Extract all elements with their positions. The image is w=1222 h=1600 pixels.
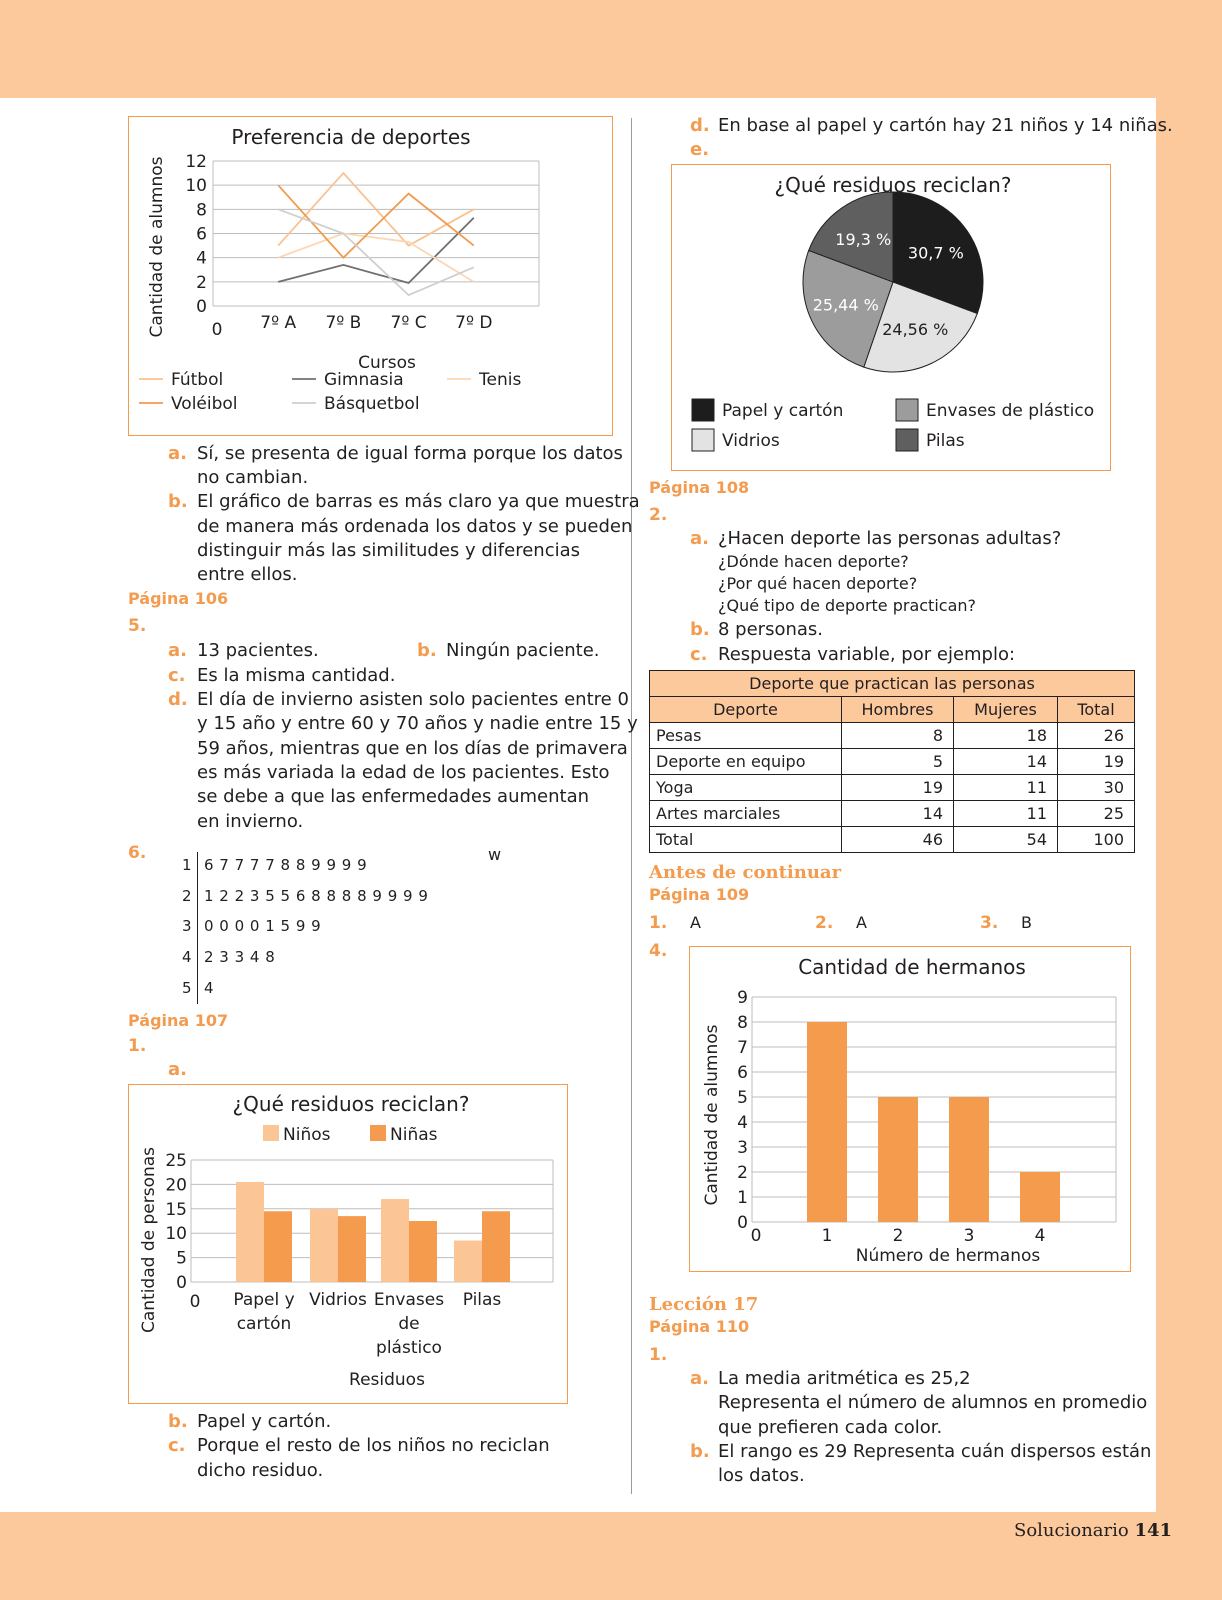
residuos-y-tick: 0 [176, 1273, 187, 1293]
answer-a-line2: no cambian. [197, 467, 309, 488]
q1c-letter: c. [168, 1435, 186, 1456]
line-chart-y-tick: 0 [196, 297, 207, 317]
bar-chart-hermanos-box [689, 946, 1131, 1272]
table-cell: 30 [1058, 775, 1135, 801]
hermanos-y-tick: 8 [737, 1013, 748, 1033]
table-row [650, 723, 1135, 749]
table-cell: 25 [1058, 801, 1135, 827]
q5a-text: 13 pacientes. [197, 640, 319, 661]
residuos-bar-niñas [409, 1221, 437, 1282]
q1c-line1: Porque el resto de los niños no reciclan [197, 1435, 550, 1456]
residuos-x-tick: de [398, 1314, 420, 1334]
l17a-line2: Representa el número de alumnos en promedio [718, 1392, 1148, 1413]
line-chart-x-tick: 7º C [390, 313, 427, 333]
q5d-line5: se debe a que las enfermedades aumentan [197, 786, 590, 807]
table-row [650, 801, 1135, 827]
l17a-line3: que prefieren cada color. [718, 1417, 943, 1438]
hermanos-y-tick: 0 [737, 1213, 748, 1233]
residuos-x-tick: Vidrios [309, 1290, 367, 1310]
line-series-gimnasia [278, 218, 474, 283]
bar-chart-residuos [129, 1085, 566, 1402]
pie-slice-label: 24,56 % [882, 320, 949, 340]
stem-leaf-divider [197, 852, 198, 1004]
q1b-text: Papel y cartón. [197, 1411, 332, 1432]
residuos-x-tick: Pilas [462, 1290, 502, 1310]
q5d-line3: 59 años, mientras que en los días de primavera [197, 738, 628, 759]
antes-de-continuar-header: Antes de continuar [649, 862, 842, 883]
residuos-legend-swatch [263, 1125, 279, 1141]
hermanos-bar [878, 1097, 918, 1222]
l17a-line1: La media aritmética es 25,2 [718, 1368, 971, 1389]
hermanos-chart-title: Cantidad de hermanos [798, 955, 1026, 979]
residuos-y-tick: 15 [165, 1199, 187, 1220]
bar-chart-hermanos [690, 947, 1129, 1270]
table-cell: Yoga [650, 775, 842, 801]
ans-2-number: 2. [815, 913, 834, 933]
answer-b-line3: distinguir más las similitudes y diferencias [197, 540, 581, 561]
residuos-legend-label: Niños [283, 1125, 331, 1145]
table-cell: Deporte en equipo [650, 749, 842, 775]
table-cell: 11 [954, 775, 1058, 801]
stem-2: 2 [182, 887, 193, 905]
residuos-y-tick: 5 [176, 1248, 187, 1269]
hermanos-x-tick: 4 [1034, 1226, 1046, 1246]
residuos-chart-xlabel: Residuos [349, 1370, 425, 1390]
line-chart-x-origin: 0 [211, 320, 223, 340]
table-cell: 18 [954, 723, 1058, 749]
pie-slice-label: 19,3 % [835, 230, 892, 250]
table-cell: 54 [954, 827, 1058, 853]
pie-legend-label: Papel y cartón [722, 401, 844, 421]
residuos-legend-label: Niñas [390, 1125, 438, 1145]
residuos-bar-niños [381, 1199, 409, 1282]
q2a-letter: a. [690, 528, 709, 549]
pie-chart [672, 165, 1109, 469]
question-2-number: 2. [649, 505, 668, 525]
q2b-text: 8 personas. [718, 619, 824, 640]
table-cell: 14 [842, 801, 954, 827]
residuos-y-tick: 20 [165, 1175, 187, 1196]
residuos-y-tick: 25 [165, 1151, 187, 1171]
line-chart-y-tick: 4 [196, 248, 207, 269]
bar-chart-residuos-box [128, 1084, 568, 1404]
hermanos-x-tick: 3 [963, 1226, 975, 1246]
residuos-bar-niños [454, 1241, 482, 1282]
sports-table [649, 670, 1135, 853]
l17-question-1-number: 1. [649, 1345, 668, 1365]
residuos-bar-niñas [264, 1211, 292, 1282]
q2a-text: ¿Hacen deporte las personas adultas? [718, 528, 1062, 549]
leaves-3: 0 0 0 0 1 5 9 9 [204, 917, 322, 935]
table-cell: 14 [954, 749, 1058, 775]
hermanos-bar [1020, 1172, 1060, 1222]
hermanos-y-tick: 1 [737, 1188, 748, 1208]
line-chart-x-tick: 7º A [260, 313, 297, 333]
line-chart-y-tick: 6 [196, 224, 207, 245]
residuos-chart-x-origin: 0 [189, 1292, 201, 1312]
line-chart-x-tick: 7º B [325, 313, 362, 333]
answer-a-line1: Sí, se presenta de igual forma porque los datos [197, 443, 623, 464]
table-cell: 19 [842, 775, 954, 801]
page-footer [1014, 1520, 1172, 1541]
q2a-sub2: ¿Por qué hacen deporte? [718, 574, 918, 593]
hermanos-bar [807, 1022, 847, 1222]
hermanos-x-tick: 2 [892, 1226, 904, 1246]
q5d-line6: en invierno. [197, 811, 304, 832]
hermanos-y-tick: 5 [737, 1088, 748, 1108]
table-header-mujeres: Mujeres [954, 697, 1058, 723]
leaves-5: 4 [204, 979, 215, 997]
hermanos-chart-xlabel: Número de hermanos [855, 1246, 1041, 1266]
answer-a-letter: a. [168, 443, 187, 464]
hermanos-bar [949, 1097, 989, 1222]
q5d-line2: y 15 año y entre 60 y 70 años y nadie entre 15 y [197, 713, 638, 734]
legend-label: Voléibol [171, 394, 238, 414]
residuos-bar-niñas [482, 1211, 510, 1282]
answer-b-line4: entre ellos. [197, 564, 298, 585]
residuos-x-tick: Envases [373, 1290, 445, 1310]
q5d-line1: El día de invierno asisten solo pacientes entre 0 [197, 689, 629, 710]
residuos-x-tick: plástico [376, 1338, 442, 1358]
line-chart-y-tick: 10 [185, 176, 207, 197]
legend-label: Gimnasia [324, 370, 404, 390]
pie-legend-swatch [692, 399, 714, 421]
table-cell: 26 [1058, 723, 1135, 749]
ans-2-value: A [856, 913, 867, 932]
legend-label: Tenis [479, 370, 522, 390]
q1c-line2: dicho residuo. [197, 1460, 324, 1481]
pie-legend-swatch [896, 399, 918, 421]
line-chart-xlabel: Cursos [358, 353, 416, 373]
line-chart-title: Preferencia de deportes [231, 125, 471, 149]
pie-legend-label: Envases de plástico [926, 401, 1095, 421]
residuos-chart-title: ¿Qué residuos reciclan? [232, 1092, 470, 1116]
line-chart-ylabel: Cantidad de alumnos [147, 156, 167, 338]
answer-b-line1: El gráfico de barras es más claro ya que muestra [197, 491, 640, 512]
page-110-header: Página 110 [649, 1317, 750, 1336]
table-cell: 8 [842, 723, 954, 749]
residuos-bar-niñas [338, 1216, 366, 1282]
pie-slice-label: 30,7 % [907, 243, 964, 263]
q5b-letter: b. [417, 640, 437, 661]
residuos-x-tick: Papel y [233, 1290, 295, 1310]
line-chart [129, 117, 611, 434]
q1a-letter: a. [168, 1059, 187, 1080]
hermanos-y-tick: 4 [737, 1113, 748, 1133]
stem-1: 1 [182, 856, 193, 874]
table-cell: Total [650, 827, 842, 853]
table-cell: Pesas [650, 723, 842, 749]
l17b-line2: los datos. [718, 1465, 805, 1486]
ans-1-number: 1. [649, 913, 668, 933]
q5c-letter: c. [168, 665, 186, 686]
q5a-letter: a. [168, 640, 187, 661]
table-title: Deporte que practican las personas [650, 671, 1135, 697]
residuos-chart-ylabel: Cantidad de personas [139, 1146, 159, 1334]
answer-b-letter: b. [168, 491, 188, 512]
answer-d-text: En base al papel y cartón hay 21 niños y 14 niñas. [718, 115, 1173, 136]
pie-slice-label: 25,44 % [812, 295, 879, 315]
pie-legend-label: Vidrios [722, 431, 780, 451]
residuos-x-tick: cartón [236, 1314, 292, 1334]
question-6-number: 6. [128, 843, 147, 863]
question-5-number: 5. [128, 616, 147, 636]
stem-3: 3 [182, 917, 193, 935]
legend-label: Fútbol [171, 370, 224, 390]
l17b-letter: b. [690, 1441, 710, 1462]
q5d-line4: es más variada la edad de los pacientes. Esto [197, 762, 610, 783]
line-chart-y-tick: 12 [185, 152, 207, 172]
page-108-header: Página 108 [649, 478, 750, 497]
q5c-text: Es la misma cantidad. [197, 665, 396, 686]
hermanos-chart-ylabel: Cantidad de alumnos [702, 1024, 722, 1206]
q5d-letter: d. [168, 689, 188, 710]
residuos-y-tick: 10 [165, 1224, 187, 1245]
footer-label: Solucionario [1014, 1520, 1129, 1541]
pie-chart-box [671, 164, 1111, 471]
leaves-2: 1 2 2 3 5 5 6 8 8 8 8 9 9 9 9 [204, 887, 429, 905]
table-cell: 46 [842, 827, 954, 853]
answer-b-line2: de manera más ordenada los datos y se pueden [197, 516, 633, 537]
footer-page-number: 141 [1134, 1520, 1173, 1541]
table-header-total: Total [1058, 697, 1135, 723]
q2a-sub1: ¿Dónde hacen deporte? [718, 552, 909, 571]
page-109-header: Página 109 [649, 885, 750, 904]
leccion-17-header: Lección 17 [649, 1294, 759, 1315]
residuos-legend-swatch [370, 1125, 386, 1141]
table-header-hombres: Hombres [842, 697, 954, 723]
line-chart-box [128, 116, 613, 436]
hermanos-chart-x-origin: 0 [750, 1226, 762, 1246]
answer-e-letter: e. [690, 139, 710, 160]
l17b-line1: El rango es 29 Representa cuán dispersos están [718, 1441, 1152, 1462]
table-cell: 19 [1058, 749, 1135, 775]
pie-chart-title: ¿Qué residuos reciclan? [774, 173, 1012, 197]
leaves-1: 6 7 7 7 7 8 8 9 9 9 9 [204, 856, 368, 874]
ans-1-value: A [690, 913, 701, 932]
hermanos-y-tick: 2 [737, 1163, 748, 1183]
ans-3-value: B [1021, 913, 1032, 932]
line-chart-y-tick: 8 [196, 200, 207, 221]
table-cell: 100 [1058, 827, 1135, 853]
w-mark: w [488, 845, 502, 864]
q2a-sub3: ¿Qué tipo de deporte practican? [718, 596, 977, 615]
leaves-4: 2 3 3 4 8 [204, 948, 276, 966]
residuos-bar-niños [236, 1182, 264, 1282]
page-107-header: Página 107 [128, 1011, 229, 1030]
answer-d-letter: d. [690, 115, 710, 136]
q2b-letter: b. [690, 619, 710, 640]
table-header-deporte: Deporte [650, 697, 842, 723]
q2c-text: Respuesta variable, por ejemplo: [718, 644, 1016, 665]
table-cell: Artes marciales [650, 801, 842, 827]
line-chart-x-tick: 7º D [455, 313, 493, 333]
stem-5: 5 [182, 979, 193, 997]
residuos-bar-niños [310, 1209, 338, 1282]
pie-legend-swatch [896, 429, 918, 451]
q2c-letter: c. [690, 644, 708, 665]
question-1-number: 1. [128, 1036, 147, 1056]
hermanos-y-tick: 7 [737, 1038, 748, 1058]
l17a-letter: a. [690, 1368, 709, 1389]
ans-3-number: 3. [980, 913, 999, 933]
table-cell: 11 [954, 801, 1058, 827]
stem-4: 4 [182, 948, 193, 966]
hermanos-x-tick: 1 [821, 1226, 833, 1246]
hermanos-y-tick: 3 [737, 1138, 748, 1158]
legend-label: Básquetbol [324, 394, 420, 414]
table-cell: 5 [842, 749, 954, 775]
hermanos-y-tick: 6 [737, 1063, 748, 1083]
page-106-header: Página 106 [128, 589, 229, 608]
q5b-text: Ningún paciente. [446, 640, 600, 661]
table-row [650, 749, 1135, 775]
ans-4-number: 4. [649, 941, 668, 961]
column-divider [631, 118, 632, 1494]
pie-legend-label: Pilas [926, 431, 965, 451]
hermanos-y-tick: 9 [737, 988, 748, 1008]
pie-legend-swatch [692, 429, 714, 451]
q1b-letter: b. [168, 1411, 188, 1432]
table-row [650, 827, 1135, 853]
table-row [650, 775, 1135, 801]
line-chart-y-tick: 2 [196, 272, 207, 293]
